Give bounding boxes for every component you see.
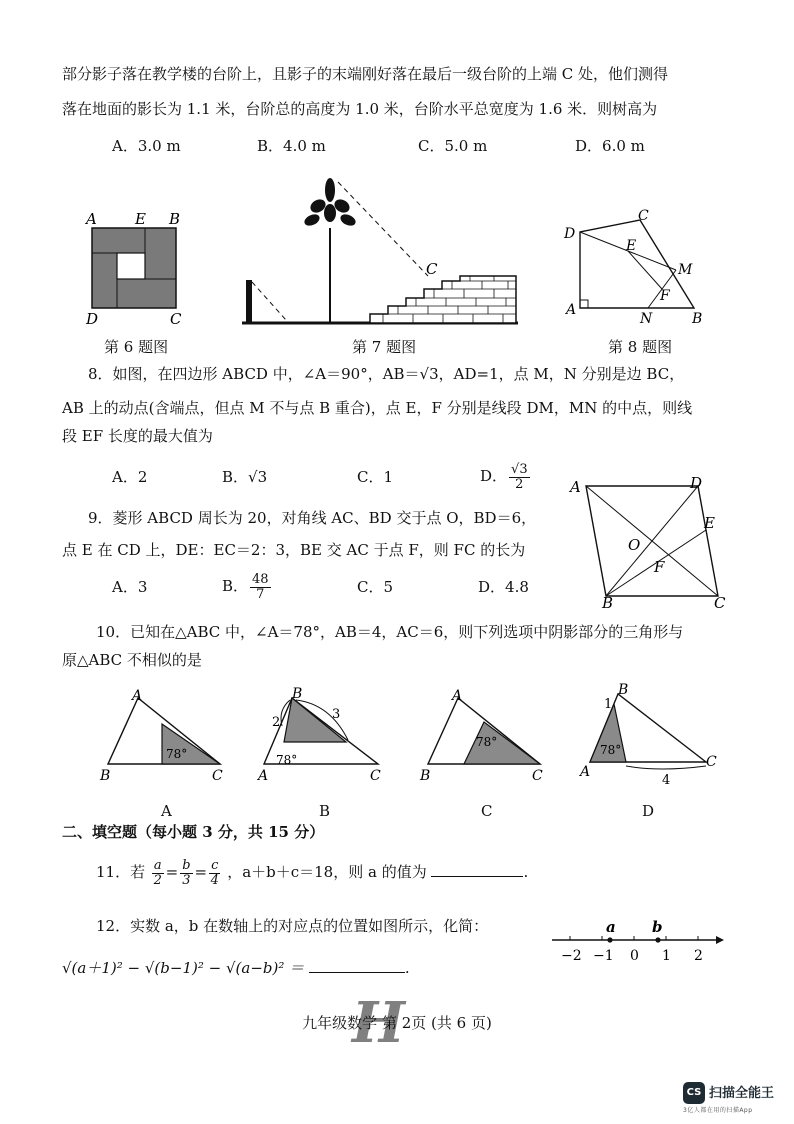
- q10-choice-a: A: [161, 802, 172, 820]
- number-line: [548, 918, 728, 968]
- q11-frac-c: $\frac{c}{4}$: [210, 857, 219, 888]
- page-footer: 九年级数学 第 2页 (共 6 页): [302, 1014, 492, 1032]
- q12-suffix: .: [404, 959, 410, 977]
- q9-option-b-label: B．: [222, 577, 249, 595]
- q10b-angle: 78°: [276, 753, 298, 767]
- q7-option-a: A．3.0 m: [112, 137, 181, 155]
- q10c-label-a: A: [452, 688, 463, 704]
- q10d-label-c: C: [706, 754, 717, 770]
- q8-line1: 8．如图，在四边形 ABCD 中，∠A＝90°，AB＝√3，AD=1，点 M，N 分别是边 BC，: [88, 365, 685, 383]
- section2-heading: 二、填空题（每小题 3 分，共 15 分）: [62, 823, 325, 841]
- q8-option-b: B．√3: [222, 468, 268, 486]
- q10-figure-c: [412, 688, 552, 786]
- q10d-label-b: B: [618, 682, 629, 698]
- q10b-side-2: 2: [272, 715, 281, 730]
- q9-option-a: A．3: [112, 578, 148, 596]
- q11-frac-b: $\frac{b}{3}$: [182, 857, 191, 888]
- numline-point-a: a: [606, 918, 616, 936]
- fig8-label-m: M: [678, 262, 693, 278]
- q8-option-d: [480, 456, 532, 496]
- q7-option-c: C．5.0 m: [418, 137, 488, 155]
- fig6-caption: 第 6 题图: [104, 338, 169, 356]
- q12-expr: [62, 958, 410, 978]
- numline-tick-2: 2: [694, 948, 703, 964]
- q7-option-b: B．4.0 m: [257, 137, 326, 155]
- fig8-label-f: F: [660, 288, 670, 304]
- fig9-label-d: D: [690, 474, 703, 492]
- q10a-label-b: B: [100, 768, 111, 784]
- fig9-label-b: B: [602, 594, 614, 610]
- q11: 11．若 $\frac{a}{2}$ = $\frac{b}{3}$ = $\frac{c}{4}$ ，a＋b＋c＝18，则 a 的值为 .: [96, 857, 529, 888]
- numline-point-b: b: [652, 918, 663, 936]
- q12-expression: √(a＋1)² − √(b−1)² − √(a−b)² ＝: [62, 959, 305, 977]
- fig9-label-o: O: [628, 536, 641, 554]
- fig9-label-a: A: [570, 478, 581, 496]
- q8-option-c: C．1: [357, 468, 394, 486]
- q10-line1: 10．已知在△ABC 中，∠A＝78°，AB＝4，AC＝6，则下列选项中阴影部分的三角形与: [96, 623, 684, 641]
- fig7-caption: 第 7 题图: [352, 338, 417, 356]
- q9-option-b: [222, 566, 273, 606]
- fig8-label-e: E: [626, 238, 637, 254]
- q9-option-b-fraction: $\frac{48}{7}$: [252, 571, 269, 602]
- q8-option-a: A．2: [112, 468, 148, 486]
- fig7-label-c: C: [426, 260, 438, 278]
- q9-option-d: D．4.8: [478, 578, 529, 596]
- q10c-label-b: B: [420, 768, 431, 784]
- q10-figure-a: [92, 688, 232, 786]
- camscanner-icon: CS: [683, 1082, 705, 1104]
- q8-line3: 段 EF 长度的最大值为: [62, 427, 213, 445]
- fig6-label-b: B: [169, 210, 181, 228]
- fig9-label-f: F: [654, 558, 665, 576]
- q10-choice-c: C: [481, 802, 493, 820]
- q10b-side-3: 3: [332, 707, 341, 722]
- fig8-label-n: N: [640, 311, 653, 326]
- fig9-label-c: C: [714, 594, 726, 610]
- q12-line1: 12．实数 a，b 在数轴上的对应点的位置如图所示，化简：: [96, 917, 489, 935]
- figure-8: [560, 204, 710, 326]
- q10-figure-d: [574, 682, 724, 786]
- q10b-label-b: B: [292, 686, 303, 702]
- q12-answer-blank[interactable]: [309, 972, 405, 973]
- q10-choice-b: B: [319, 802, 331, 820]
- q11-answer-blank[interactable]: [431, 876, 523, 877]
- q10-line2: 原△ABC 不相似的是: [62, 651, 202, 669]
- fig8-label-a: A: [566, 302, 577, 318]
- q10a-angle: 78°: [166, 747, 188, 761]
- q10-choice-d: D: [642, 802, 655, 820]
- fig6-label-c: C: [170, 310, 182, 326]
- q8-option-d-label: D．: [480, 467, 508, 485]
- q11-suffix: .: [523, 863, 529, 881]
- q7-option-d: D．6.0 m: [575, 137, 645, 155]
- q8-line2: AB 上的动点(含端点，但点 M 不与点 B 重合)，点 E，F 分别是线段 DM，MN 的中点，则线: [62, 399, 693, 417]
- fig6-label-a: A: [86, 210, 97, 228]
- fig8-caption: 第 8 题图: [608, 338, 673, 356]
- camscanner-watermark: [683, 1080, 791, 1116]
- fig8-label-d: D: [564, 226, 576, 242]
- q11-frac-a: $\frac{a}{2}$: [153, 857, 162, 888]
- camscanner-sub: 3亿人都在用的扫描App: [683, 1107, 753, 1114]
- q8-option-d-fraction: $\frac{√3}{2}$: [511, 461, 528, 492]
- numline-tick-0: 0: [630, 948, 639, 964]
- fig6-label-d: D: [86, 310, 99, 326]
- q10d-side-1: 1: [604, 697, 613, 712]
- figure-7: [238, 168, 520, 328]
- q9-option-c: C．5: [357, 578, 394, 596]
- stamp-h: H: [352, 990, 405, 1056]
- q10d-angle: 78°: [600, 743, 622, 757]
- fig9-label-e: E: [704, 514, 715, 532]
- figure-9: [566, 474, 736, 610]
- q10c-label-c: C: [532, 768, 543, 784]
- q7-line2: 落在地面的影长为 1.1 米，台阶总的高度为 1.0 米，台阶水平总宽度为 1.6 米．则树高为: [62, 100, 658, 118]
- q10-figure-b: [250, 686, 390, 786]
- q10d-label-a: A: [580, 764, 591, 780]
- q10c-angle: 78°: [476, 735, 498, 749]
- fig6-label-e: E: [135, 210, 146, 228]
- figure-6: [82, 208, 194, 326]
- q7-line1: 部分影子落在教学楼的台阶上，且影子的末端刚好落在最后一级台阶的上端 C 处，他们测得: [62, 65, 669, 83]
- q10a-label-c: C: [212, 768, 223, 784]
- numline-tick-1: 1: [662, 948, 671, 964]
- q10b-label-c: C: [370, 768, 381, 784]
- camscanner-name: 扫描全能王: [709, 1086, 775, 1101]
- q11-prefix: 11．若: [96, 863, 146, 881]
- q9-line2: 点 E 在 CD 上，DE：EC＝2：3，BE 交 AC 于点 F，则 FC 的长为: [62, 541, 526, 559]
- fig8-label-c: C: [638, 208, 649, 224]
- q10b-label-a: A: [258, 768, 269, 784]
- fig8-label-b: B: [692, 311, 703, 326]
- q10a-label-a: A: [132, 688, 143, 704]
- numline-tick-m2: −2: [561, 948, 582, 964]
- numline-tick-m1: −1: [593, 948, 614, 964]
- q9-line1: 9．菱形 ABCD 周长为 20，对角线 AC、BD 交于点 O，BD＝6，: [88, 509, 537, 527]
- q10d-side-4: 4: [662, 773, 671, 786]
- q11-mid: ，a＋b＋c＝18，则 a 的值为: [227, 863, 427, 881]
